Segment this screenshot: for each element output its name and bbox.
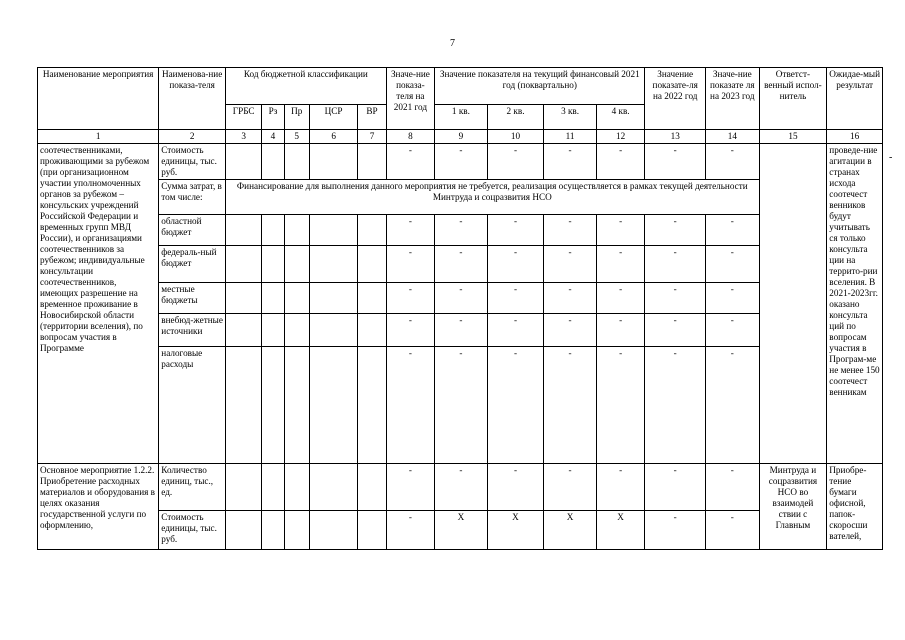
empty-cell [309,283,358,314]
header-q4: 4 кв. [596,105,645,130]
activity-name-2: Основное мероприятие 1.2.2. Приобретение расходных материалов и оборудования в целях оказания государственной услуги по оформлению, [38,464,159,550]
value-cell: - [645,511,706,550]
value-cell: - [706,314,760,347]
empty-cell [309,464,358,511]
empty-cell [284,246,309,283]
col-number: 13 [645,130,706,144]
header-q2: 2 кв. [487,105,544,130]
table-row [38,215,883,246]
value-cell: - [435,464,488,511]
value-cell: - [706,246,760,283]
col-number: 2 [159,130,226,144]
empty-cell [225,314,261,347]
header-current-year: Значение показателя на текущий финансовый 2021 год (поквартально) [435,68,645,105]
value-cell: - [487,144,544,180]
empty-cell [284,215,309,246]
empty-cell [262,246,284,283]
col-number: 16 [827,130,883,144]
empty-cell [262,464,284,511]
value-cell: - [435,283,488,314]
value-cell: - [487,246,544,283]
value-cell: - [487,314,544,347]
value-cell: X [544,511,597,550]
value-cell: - [487,215,544,246]
value-cell: - [487,464,544,511]
header-q1: 1 кв. [435,105,488,130]
indicator-extrabudgetary: внебюд-жетные источники [159,314,226,347]
value-cell: - [645,464,706,511]
empty-cell [225,511,261,550]
table-row [38,464,883,511]
empty-cell [225,347,261,464]
header-expected: Ожидае-мый результат [827,68,883,130]
program-table [37,67,883,550]
empty-cell [284,464,309,511]
header-vr: ВР [358,105,386,130]
value-cell: - [487,283,544,314]
value-cell: - [386,511,435,550]
value-cell: - [645,347,706,464]
header-col-indicator: Наименова-ние показа-теля [159,68,226,130]
col-number: 14 [706,130,760,144]
col-number: 10 [487,130,544,144]
empty-cell [225,246,261,283]
indicator-unit-cost-2: Стоимость единицы, тыс. руб. [159,511,226,550]
value-cell: - [645,314,706,347]
empty-cell [225,215,261,246]
value-cell: - [706,144,760,180]
value-cell: - [386,283,435,314]
col-number: 4 [262,130,284,144]
value-cell: - [645,246,706,283]
page-number: 7 [450,38,455,49]
empty-cell [284,314,309,347]
empty-cell [358,283,386,314]
empty-cell [358,511,386,550]
table-row [38,511,883,550]
empty-cell [284,511,309,550]
header-value-2023: Значе-ние показате ля на 2023 год [706,68,760,130]
value-cell: - [435,314,488,347]
value-cell: - [596,246,645,283]
empty-cell [358,246,386,283]
column-numbers-row [38,130,883,144]
table-row [38,180,883,215]
header-col-name: Наименование мероприятия [38,68,159,130]
value-cell: - [386,347,435,464]
header-grbs: ГРБС [225,105,261,130]
empty-cell [262,347,284,464]
table-row [38,144,883,180]
value-cell: - [487,347,544,464]
empty-cell [358,144,386,180]
expected-result-2: Приобре-тение бумаги офисной, папок-скоросши вателей, [827,464,883,550]
value-cell: - [706,511,760,550]
empty-cell [284,347,309,464]
indicator-unit-cost: Стоимость единицы, тыс. руб. [159,144,226,180]
col-number: 7 [358,130,386,144]
financing-note: Финансирование для выполнения данного мероприятия не требуется, реализация осуществляется в рамках текущей деятельности Минтруда и соцразвития НСО [225,180,759,215]
empty-cell [225,144,261,180]
value-cell: - [544,283,597,314]
empty-cell [358,215,386,246]
empty-cell [309,144,358,180]
col-number: 6 [309,130,358,144]
empty-cell [358,464,386,511]
empty-cell [262,215,284,246]
value-cell: - [386,314,435,347]
value-cell: - [386,464,435,511]
value-cell: - [544,215,597,246]
empty-cell [262,314,284,347]
indicator-regional-budget: областной бюджет [159,215,226,246]
empty-cell [284,283,309,314]
header-csr: ЦСР [309,105,358,130]
expected-result: проведе-ние агитации в странах исхода соотечест венников будут учитывать ся только консульта ции на террито-рии вселения. В 2021-2023гг. оказано консульта ций по вопросам участия в Програм-ме не менее 150 соотечест венникам [827,144,883,464]
value-cell: - [386,246,435,283]
responsible-executor: Минтруда и соцразвития НСО во взаимодей ствии с Главным [759,464,827,550]
header-budget-code: Код бюджетной классификации [225,68,386,105]
value-cell: - [544,144,597,180]
empty-cell [309,314,358,347]
value-cell: - [645,283,706,314]
col-number: 9 [435,130,488,144]
indicator-total-cost: Сумма затрат, в том числе: [159,180,226,215]
value-cell: - [706,347,760,464]
value-cell: - [596,347,645,464]
empty-cell [262,144,284,180]
header-value-2021: Значе-ние показа-теля на 2021 год [386,68,435,130]
value-cell: - [596,314,645,347]
value-cell: - [706,464,760,511]
header-value-2022: Значение показате-ля на 2022 год [645,68,706,130]
value-cell: - [645,144,706,180]
table-row [38,314,883,347]
col-number: 12 [596,130,645,144]
value-cell: - [544,464,597,511]
empty-cell [225,464,261,511]
value-cell: X [596,511,645,550]
value-cell: - [596,464,645,511]
col-number: 8 [386,130,435,144]
header-q3: 3 кв. [544,105,597,130]
empty-cell [262,283,284,314]
empty-cell [309,215,358,246]
header-pr: Пр [284,105,309,130]
empty-cell [284,144,309,180]
header-rz: Рз [262,105,284,130]
value-cell: X [487,511,544,550]
indicator-local-budgets: местные бюджеты [159,283,226,314]
margin-mark: - [889,152,893,163]
table-row [38,347,883,464]
value-cell: - [544,314,597,347]
col-number: 3 [225,130,261,144]
value-cell: - [386,215,435,246]
value-cell: - [645,215,706,246]
empty-cell [358,314,386,347]
value-cell: - [596,144,645,180]
value-cell: - [596,215,645,246]
col-number: 5 [284,130,309,144]
empty-cell [358,347,386,464]
indicator-tax-expenses: налоговые расходы [159,347,226,464]
value-cell: - [706,283,760,314]
col-number: 1 [38,130,159,144]
empty-cell [309,246,358,283]
value-cell: - [706,215,760,246]
value-cell: - [435,144,488,180]
header-row-1 [38,68,883,105]
value-cell: X [435,511,488,550]
col-number: 15 [759,130,827,144]
value-cell: - [544,347,597,464]
col-number: 11 [544,130,597,144]
indicator-quantity: Количество единиц, тыс., ед. [159,464,226,511]
indicator-federal-budget: федераль-ный бюджет [159,246,226,283]
value-cell: - [544,246,597,283]
activity-name: соотечественниками, проживающими за рубежом (при организационном участии уполномоченных органов за рубежом – консульских учреждений Российской Федерации и временных групп МВД России), и организациями соотечественников за рубежом; индивидуальные консультации соотечественников, имеющих разрешение на временное проживание в Новосибирской области (территории вселения), по вопросам участия в Программе [38,144,159,464]
table-row [38,283,883,314]
empty-cell [262,511,284,550]
responsible-cell [759,144,827,464]
value-cell: - [386,144,435,180]
header-responsible: Ответст-венный испол-нитель [759,68,827,130]
value-cell: - [596,283,645,314]
value-cell: - [435,215,488,246]
empty-cell [309,511,358,550]
empty-cell [225,283,261,314]
value-cell: - [435,347,488,464]
value-cell: - [435,246,488,283]
empty-cell [309,347,358,464]
table-row [38,246,883,283]
